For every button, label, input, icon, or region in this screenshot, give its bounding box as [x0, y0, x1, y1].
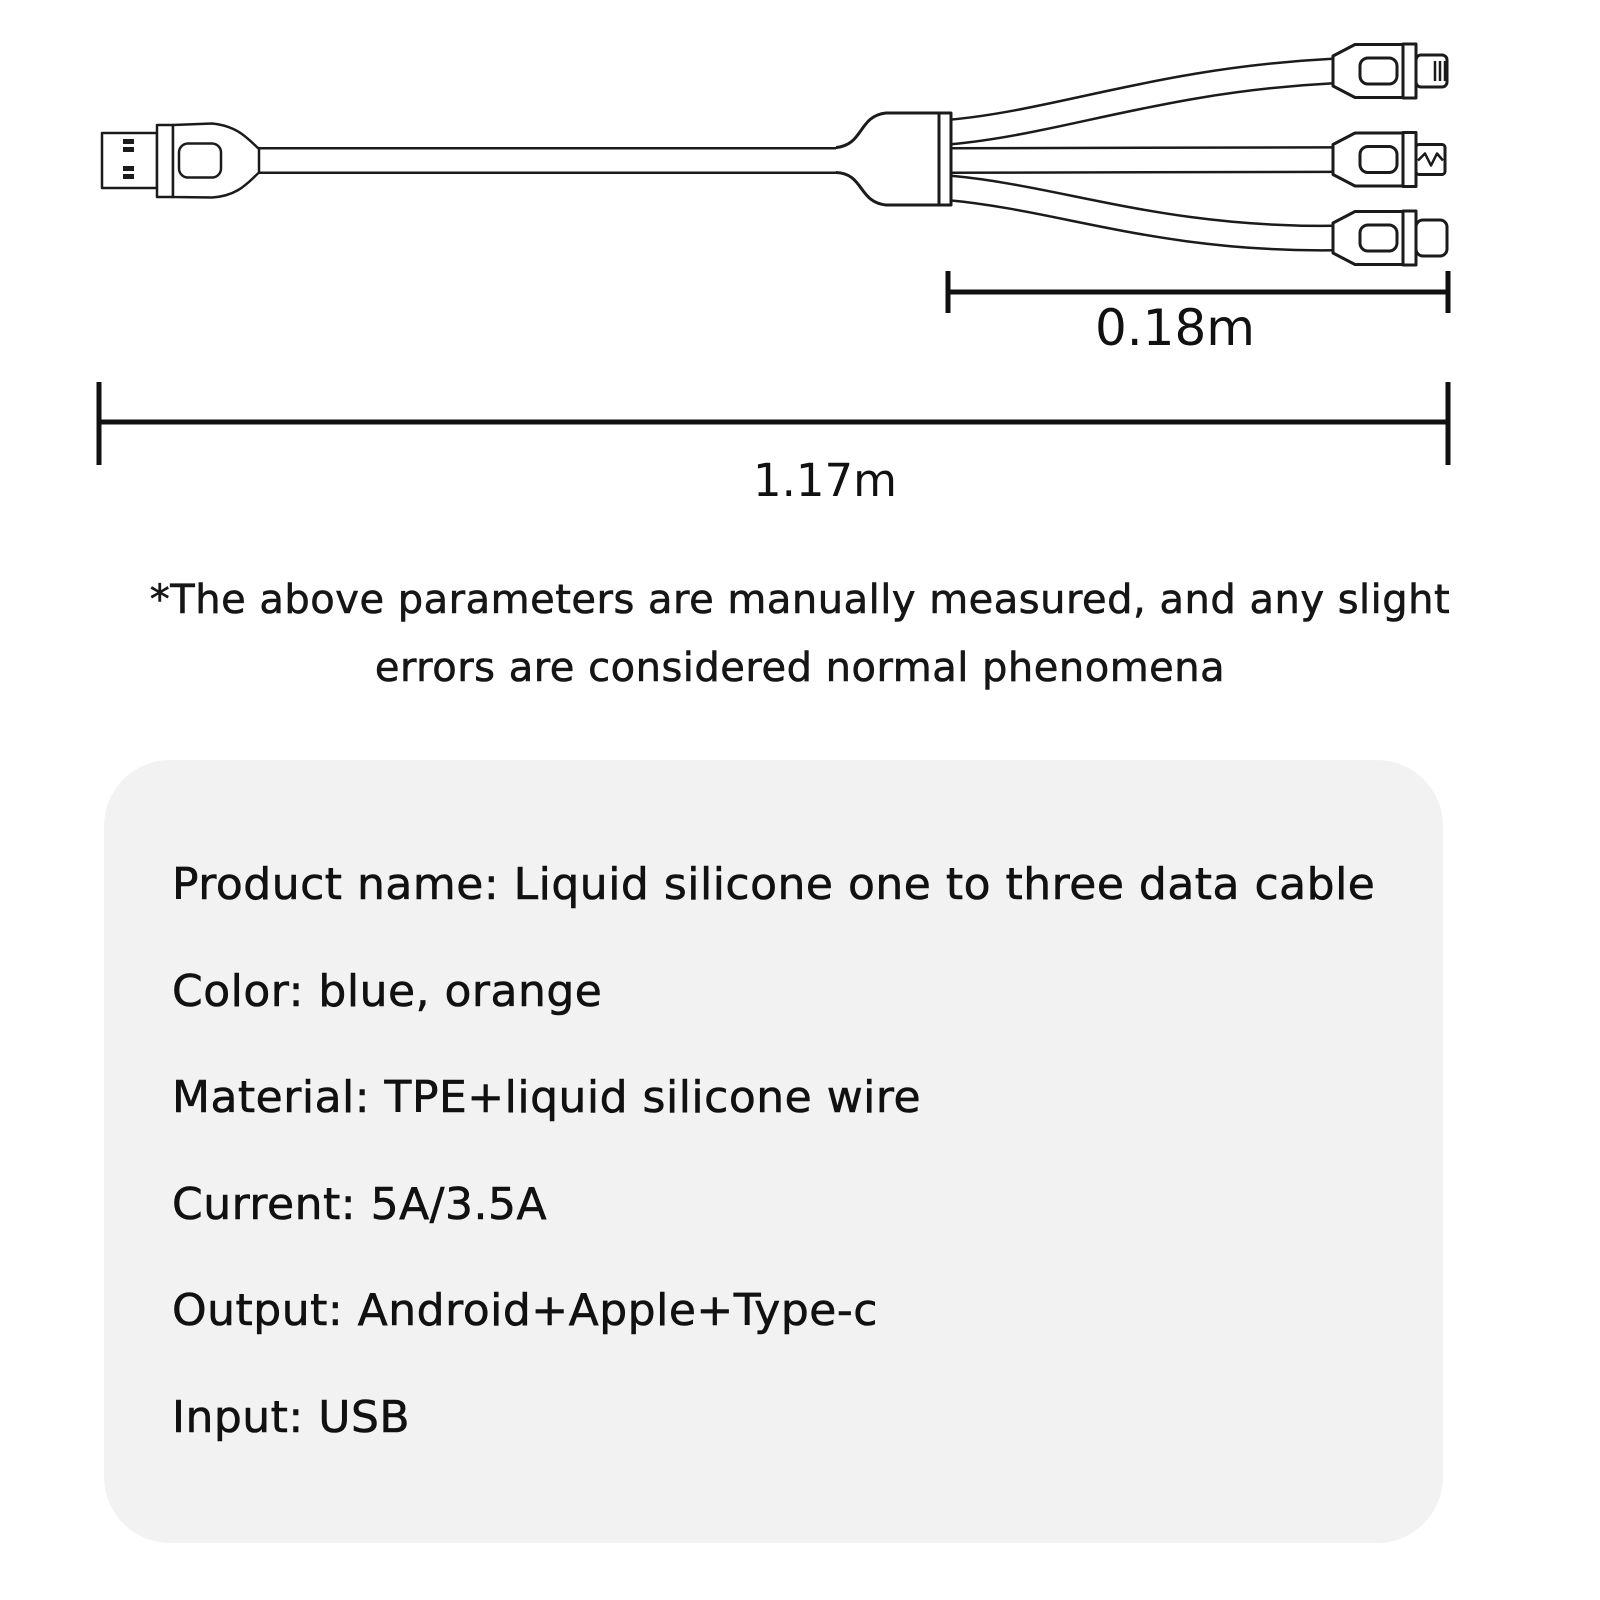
spec-row-material: Material: TPE+liquid silicone wire: [172, 1072, 922, 1123]
lightning-tip: [1416, 55, 1447, 87]
disclaimer-text: [0, 566, 1600, 702]
branch-length-label: 0.18m: [1094, 299, 1256, 357]
total-length-dimension: [99, 382, 1448, 465]
disclaimer-line-2: errors are considered normal phenomena: [374, 645, 1226, 691]
disclaimer-line-1: *The above parameters are manually measured, and any slight: [149, 577, 1451, 623]
branch-cable-bottom: [950, 188, 1345, 238]
cable-diagram: [0, 0, 1600, 530]
spec-list: [104, 760, 1443, 1471]
spec-row-input: Input: USB: [172, 1391, 411, 1443]
spec-row-output: Output: Android+Apple+Type-c: [172, 1285, 878, 1336]
usb-a-connector: [102, 124, 259, 198]
lightning-connector: [1333, 44, 1447, 98]
spec-row-current: Current: 5A/3.5A: [172, 1178, 548, 1230]
spec-card: [104, 760, 1443, 1543]
branch-cable-top: [950, 71, 1345, 133]
usb-a-collar: [157, 125, 173, 197]
total-length-label: 1.17m: [752, 454, 898, 507]
cable-splitter: [836, 113, 951, 205]
spec-row-color: Color: blue, orange: [172, 965, 603, 1017]
usb-c-connector: [1333, 211, 1447, 265]
usb-c-tip: [1416, 220, 1447, 256]
branch-cable-middle: [950, 160, 1380, 161]
spec-row-product-name: Product name: Liquid silicone one to three data cable: [172, 859, 1376, 910]
micro-usb-connector: [1333, 133, 1445, 187]
usb-a-logo-emboss: [179, 144, 221, 178]
